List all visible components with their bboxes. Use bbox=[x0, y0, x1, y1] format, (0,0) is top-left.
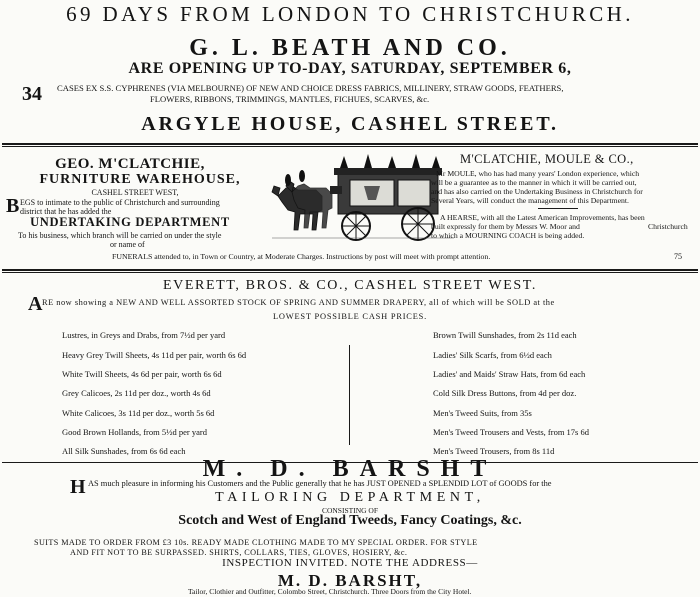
suits-line-2: AND FIT NOT TO BE SURPASSED. SHIRTS, COLLARS, TIES, GLOVES, HOSIERY, &c. bbox=[70, 548, 408, 557]
suits-line-1: SUITS MADE TO ORDER FROM £3 10s. READY MADE CLOTHING MADE TO MY SPECIAL ORDER. FOR STYLE bbox=[34, 538, 478, 547]
right-item-5: Men's Tweed Trousers and Vests, from 17s 6d bbox=[433, 427, 589, 437]
mclatchie-name: GEO. M'CLATCHIE, bbox=[55, 156, 205, 172]
left-item-3: Grey Calicoes, 2s 11d per doz., worth 4s 6d bbox=[62, 388, 211, 398]
moule-line-1: Mr MOULE, who has had many years' London experience, which bbox=[436, 169, 640, 178]
opening-line: ARE OPENING UP TO-DAY, SATURDAY, SEPTEMBER 6, bbox=[128, 60, 572, 77]
hearse-line-1: A HEARSE, with all the Latest American Improvements, has been bbox=[440, 213, 645, 222]
ad-code: 75 bbox=[674, 252, 682, 261]
mclatchie-tobiz-1: To his business, which branch will be carried on under the style bbox=[18, 231, 222, 240]
dropcap-h: H bbox=[70, 476, 86, 498]
mclatchie-intro-2: district that he has added the bbox=[20, 207, 112, 216]
headline-london: 69 DAYS FROM LONDON TO CHRISTCHURCH. bbox=[66, 2, 634, 26]
cases-line-2: FLOWERS, RIBBONS, TRIMMINGS, MANTLES, FICHUES, SCARVES, &c. bbox=[150, 94, 430, 104]
hearse-illustration-icon bbox=[268, 152, 458, 244]
left-item-2: White Twill Sheets, 4s 6d per pair, worth 6s 6d bbox=[62, 369, 222, 379]
furniture-warehouse: FURNITURE WAREHOUSE, bbox=[39, 172, 241, 187]
right-item-4: Men's Tweed Suits, from 35s bbox=[433, 408, 532, 418]
right-item-6: Men's Tweed Trousers, from 8s 11d bbox=[433, 446, 555, 456]
everett-column-divider bbox=[349, 345, 350, 445]
everett-intro-2: LOWEST POSSIBLE CASH PRICES. bbox=[273, 312, 427, 321]
barsht-address: Tailor, Clothier and Outfitter, Colombo Street, Christchurch. Three Doors from the City Hotel. bbox=[188, 587, 472, 596]
rule-1 bbox=[2, 143, 698, 145]
right-item-3: Cold Silk Dress Buttons, from 4d per doz. bbox=[433, 388, 577, 398]
consisting-of: CONSISTING OF bbox=[321, 506, 379, 515]
tailoring-department: TAILORING DEPARTMENT, bbox=[215, 490, 485, 505]
everett-title: EVERETT, BROS. & CO., CASHEL STREET WEST. bbox=[163, 278, 537, 293]
barsht-name: M. D. BARSHT bbox=[202, 456, 498, 482]
rule-2 bbox=[2, 269, 698, 271]
cases-line-1: CASES EX S.S. CYPHRENES (VIA MELBOURNE) OF NEW AND CHOICE DRESS FABRICS, MILLINERY, STRAW GOODS, FEATHERS, bbox=[57, 83, 564, 93]
dropcap-a: A bbox=[28, 293, 43, 315]
rule-1b bbox=[2, 146, 698, 147]
hearse-line-2a: built expressly for them by Messrs W. Moor and bbox=[431, 222, 580, 231]
tweeds-line: Scotch and West of England Tweeds, Fancy Coatings, &c. bbox=[178, 513, 522, 528]
mclatchie-intro-1: EGS to intimate to the public of Christchurch and surrounding bbox=[20, 198, 220, 207]
right-item-1: Ladies' Silk Scarfs, from 6½d each bbox=[433, 350, 552, 360]
mclatchie-moule-title: M'CLATCHIE, MOULE & CO., bbox=[460, 152, 634, 166]
right-item-0: Brown Twill Sunshades, from 2s 11d each bbox=[433, 330, 577, 340]
argyle-house: ARGYLE HOUSE, CASHEL STREET. bbox=[141, 113, 559, 135]
everett-intro-1: RE now showing a NEW AND WELL ASSORTED STOCK OF SPRING AND SUMMER DRAPERY, all of which will be SOLD at the bbox=[42, 298, 555, 307]
left-item-0: Lustres, in Greys and Drabs, from 7½d per yard bbox=[62, 330, 226, 340]
moule-line-4: Several Years, will conduct the management of this Department. bbox=[431, 196, 629, 205]
moule-line-2: will be a guarantee as to the manner in which it will be carried out, bbox=[431, 178, 637, 187]
case-count: 34 bbox=[22, 83, 42, 105]
hearse-line-3: to which a MOURNING COACH is being added. bbox=[431, 231, 585, 240]
dropcap-b: B bbox=[6, 195, 20, 217]
undertaking-department: UNDERTAKING DEPARTMENT bbox=[30, 215, 230, 229]
rule-2b bbox=[2, 272, 698, 273]
moule-divider bbox=[538, 208, 578, 209]
right-item-2: Ladies' and Maids' Straw Hats, from 6d each bbox=[433, 369, 586, 379]
moule-line-3: and has also carried on the Undertaking Business in Christchurch for bbox=[431, 187, 643, 196]
left-item-1: Heavy Grey Twill Sheets, 4s 11d per pair, worth 6s 6d bbox=[62, 350, 247, 360]
inspection-invited: INSPECTION INVITED. NOTE THE ADDRESS— bbox=[222, 557, 478, 569]
mclatchie-street: CASHEL STREET WEST, bbox=[91, 188, 179, 197]
barsht-intro: AS much pleasure in informing his Customers and the Public generally that he has JUST OPENED a SPLENDID LOT of GOODS for the bbox=[88, 479, 552, 488]
left-item-5: Good Brown Hollands, from 5½d per yard bbox=[62, 427, 207, 437]
barsht-name-2: M. D. BARSHT, bbox=[277, 571, 423, 590]
left-item-4: White Calicoes, 3s 11d per doz., worth 5s 6d bbox=[62, 408, 215, 418]
mclatchie-tobiz-2: or name of bbox=[110, 240, 145, 249]
left-item-6: All Silk Sunshades, from 6s 6d each bbox=[62, 446, 186, 456]
hearse-line-2b: Christchurch bbox=[648, 222, 688, 231]
funerals-line: FUNERALS attended to, in Town or Country, at Moderate Charges. Instructions by post will meet with prompt attention. bbox=[112, 252, 491, 261]
firm-name: G. L. BEATH AND CO. bbox=[189, 35, 511, 61]
